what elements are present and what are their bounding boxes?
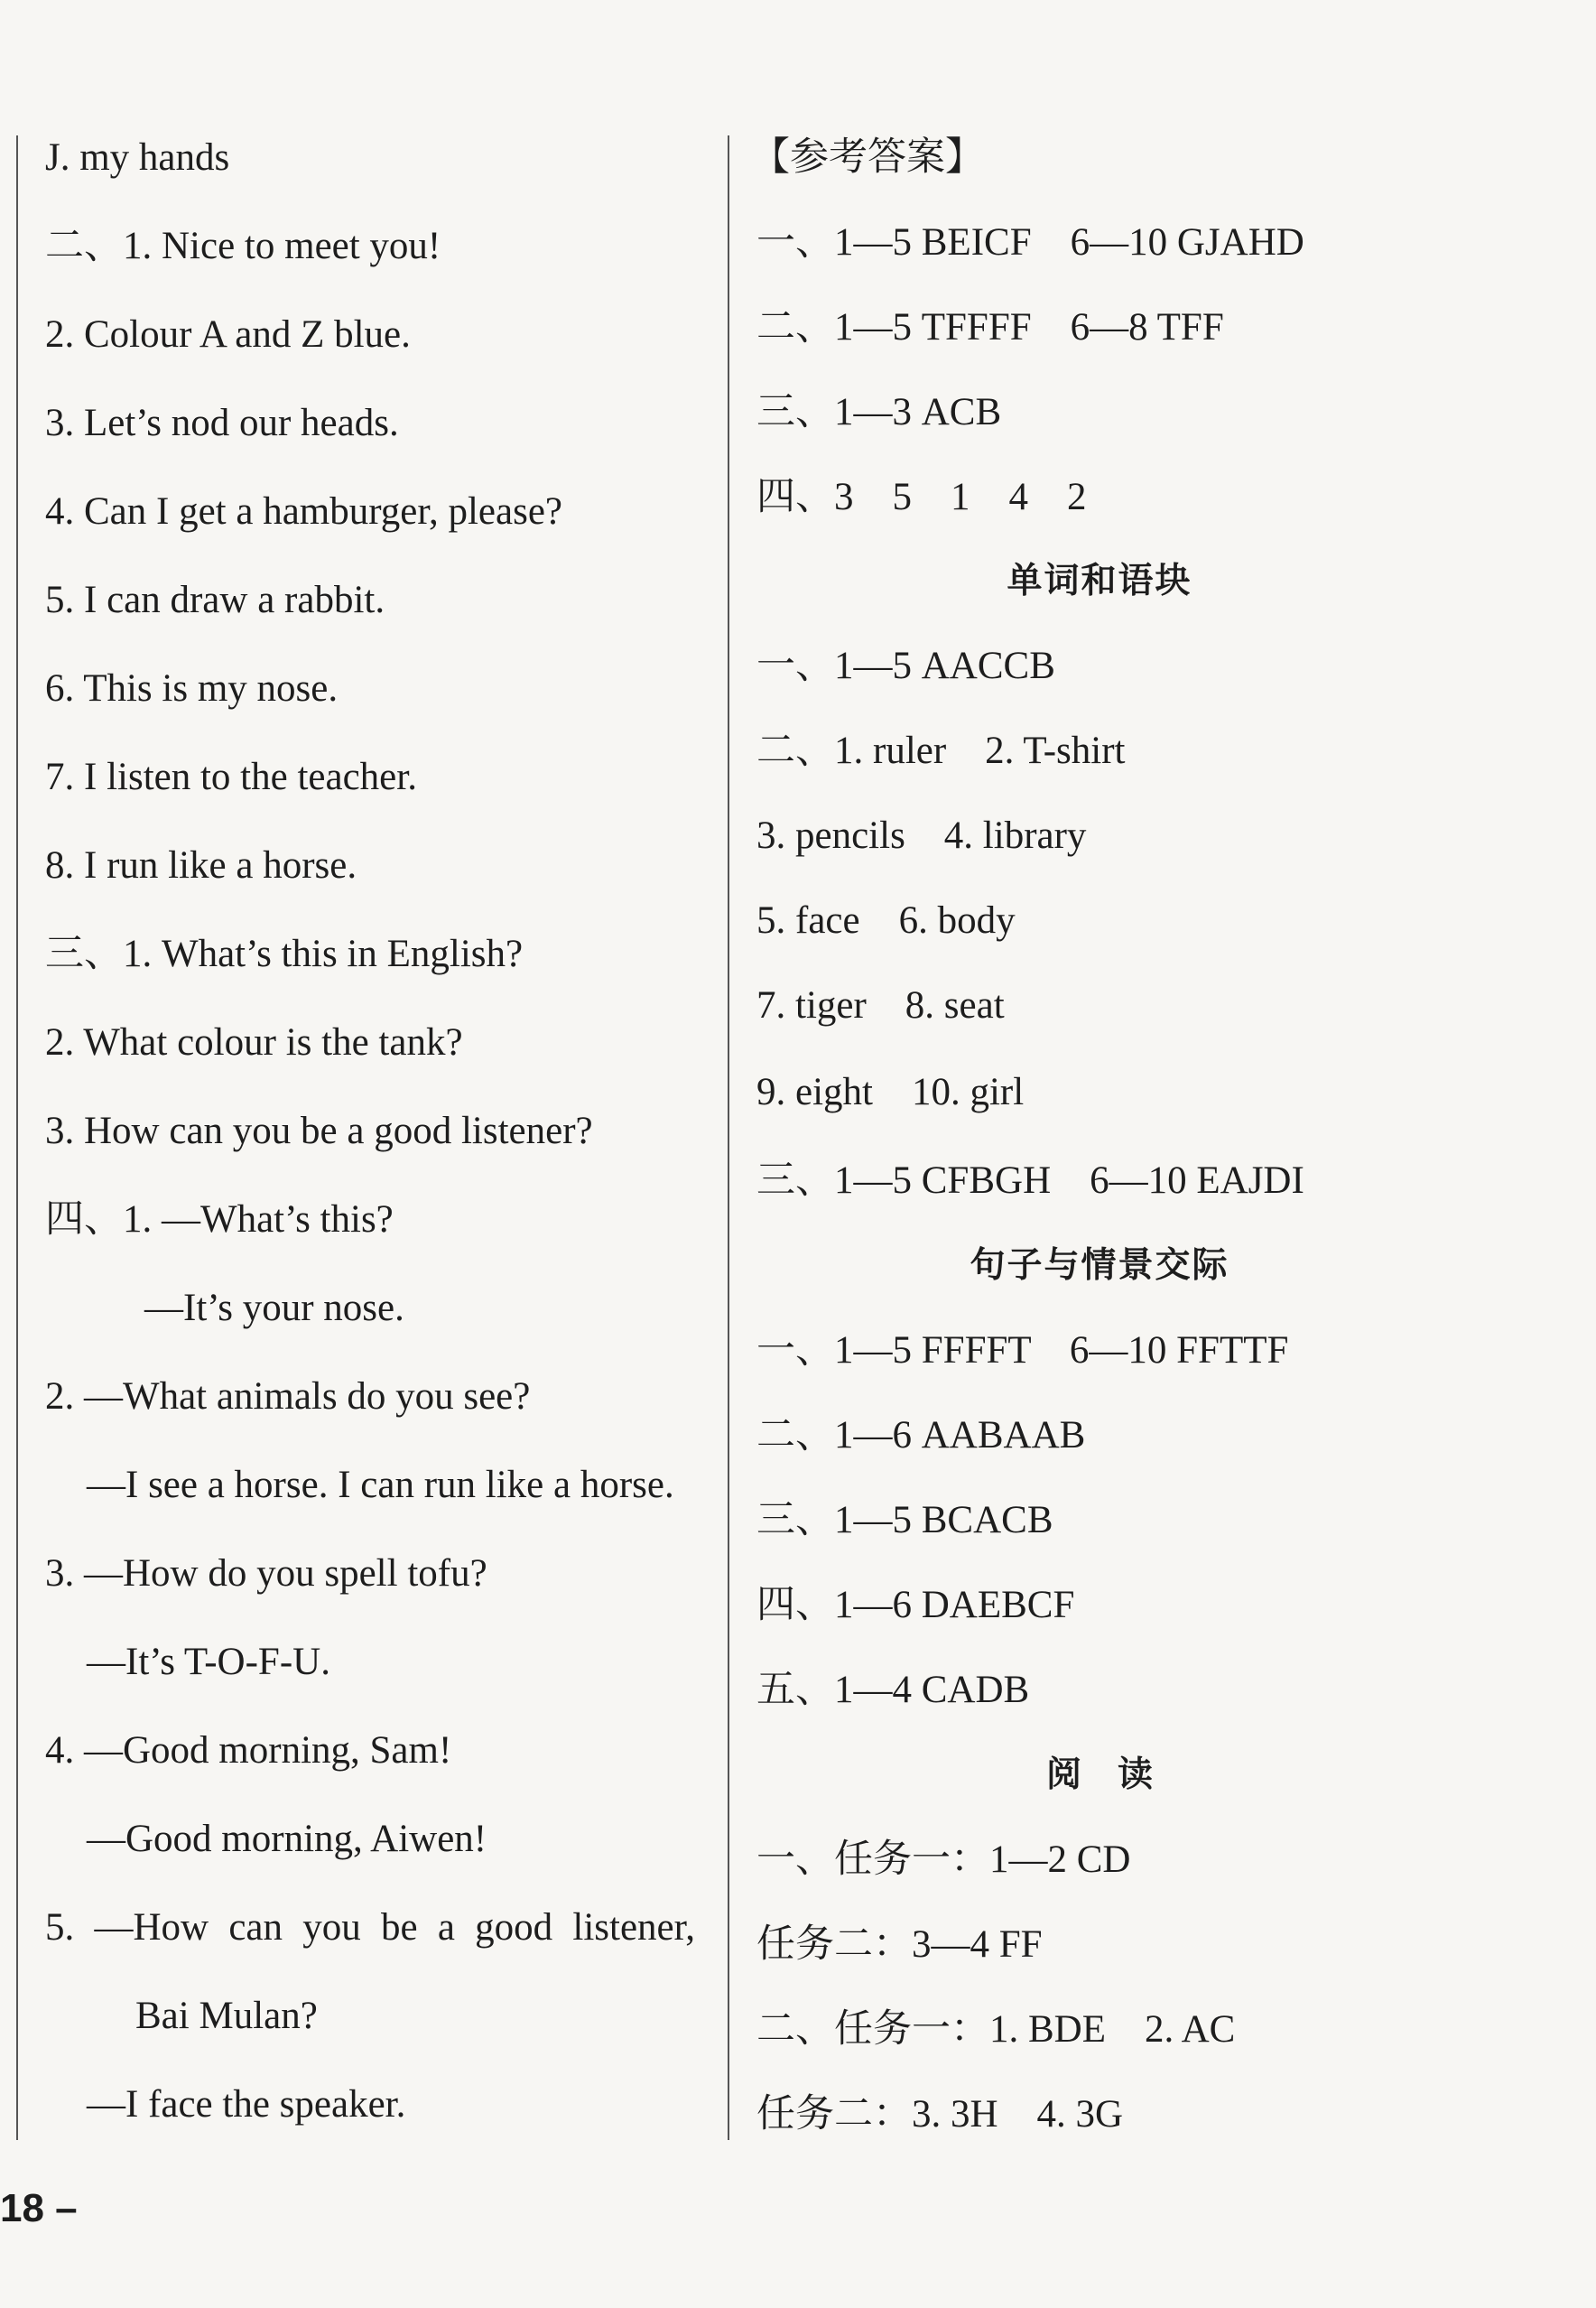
answer-line: 2. —What animals do you see? [45,1375,531,1418]
answer-line: 5. —How can you be a good listener, [45,1906,695,1949]
column-divider [728,135,729,2140]
page-number: 18 – [0,2186,78,2230]
answer-line: —Good morning, Aiwen! [87,1818,487,1860]
answer-line: 二、1. Nice to meet you! [45,225,441,267]
answer-line: 任务二：3. 3H 4. 3G [756,2093,1124,2136]
answers-title: 【参考答案】 [751,136,984,179]
answer-line: 任务二：3—4 FF [756,1923,1043,1966]
answer-line: —It’s T-O-F-U. [87,1641,330,1683]
answer-line: 2. What colour is the tank? [45,1021,463,1064]
answer-line: 4. Can I get a hamburger, please? [45,490,562,533]
answer-line: 四、3 5 1 4 2 [756,476,1087,518]
answer-line: 一、1—5 FFFFT 6—10 FFTTF [756,1329,1289,1372]
answer-line: 二、1—6 AABAAB [756,1414,1086,1456]
answer-line: 一、任务一：1—2 CD [756,1838,1131,1881]
answer-line: 三、1. What’s this in English? [45,933,524,975]
answer-line: 3. —How do you spell tofu? [45,1552,487,1595]
answer-line: 5. face 6. body [756,899,1016,942]
left-margin-rule [16,135,18,2140]
section-heading-words: 单词和语块 [1007,561,1192,601]
answer-line: 3. pencils 4. library [756,814,1087,857]
answer-line: 2. Colour A and Z blue. [45,313,411,356]
answer-line: 二、1—5 TFFFF 6—8 TFF [756,306,1224,349]
answer-line: 3. Let’s nod our heads. [45,402,399,444]
answer-line: 7. tiger 8. seat [756,984,1005,1027]
answer-line: 一、1—5 BEICF 6—10 GJAHD [756,221,1304,264]
answer-line: Bai Mulan? [135,1995,318,2037]
answer-line: 三、1—5 CFBGH 6—10 EAJDI [756,1159,1304,1202]
answer-line: 三、1—5 BCACB [756,1499,1053,1541]
answer-line: 3. How can you be a good listener? [45,1110,593,1152]
answer-line: 二、任务一：1. BDE 2. AC [756,2008,1236,2051]
answer-line: 8. I run like a horse. [45,844,357,887]
answer-line: J. my hands [45,136,230,179]
answer-line: 5. I can draw a rabbit. [45,579,385,621]
answer-line: 6. This is my nose. [45,667,339,710]
answer-line: —I see a horse. I can run like a horse. [87,1464,674,1506]
answer-line: 9. eight 10. girl [756,1071,1025,1113]
section-heading-sentences: 句子与情景交际 [970,1245,1229,1286]
answer-line: 一、1—5 AACCB [756,645,1055,687]
answer-line: 四、1—6 DAEBCF [756,1584,1075,1626]
answer-line: 三、1—3 ACB [756,391,1002,433]
answer-line: —I face the speaker. [87,2083,406,2126]
answer-line: 四、1. —What’s this? [45,1198,394,1241]
answer-line: 7. I listen to the teacher. [45,756,417,798]
answer-line: 五、1—4 CADB [756,1669,1030,1711]
answer-line: —It’s your nose. [144,1287,404,1329]
answer-line: 二、1. ruler 2. T-shirt [756,730,1126,772]
section-heading-reading: 阅读 [1045,1754,1189,1795]
answer-line: 4. —Good morning, Sam! [45,1729,452,1772]
